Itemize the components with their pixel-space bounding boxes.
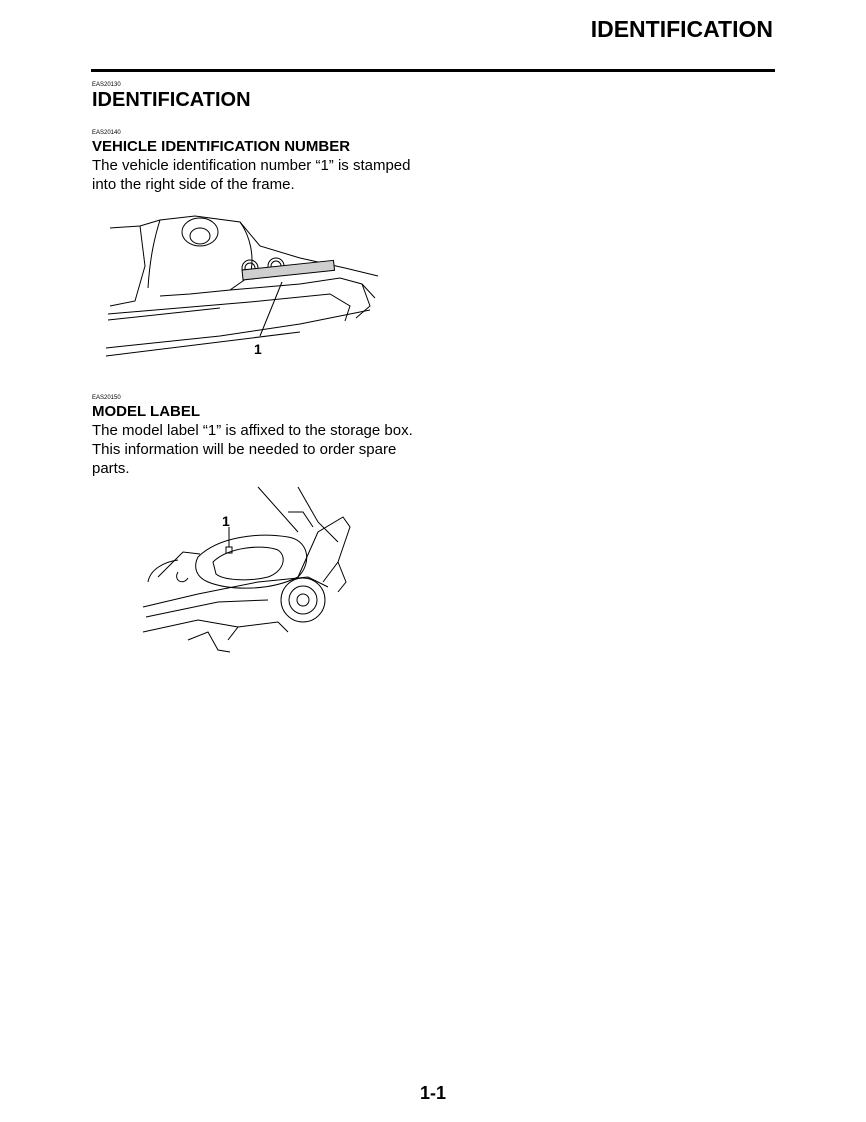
vin-text-line: The vehicle identification number “1” is stamped: [92, 157, 411, 174]
section-title: IDENTIFICATION: [92, 89, 251, 111]
frame-vin-illustration: [100, 206, 390, 366]
model-label-text-line: parts.: [92, 460, 130, 477]
vin-heading: VEHICLE IDENTIFICATION NUMBER: [92, 138, 351, 155]
model-label-code: EAS20150: [92, 395, 121, 401]
vin-text: [92, 156, 422, 194]
vin-code: EAS20140: [92, 130, 121, 136]
section-code: EAS20130: [92, 82, 121, 88]
page-number: 1-1: [419, 1083, 446, 1103]
vin-callout-number: 1: [254, 341, 262, 357]
header-rule: [91, 69, 775, 72]
model-label-text-line: The model label “1” is affixed to the storage box.: [92, 422, 413, 439]
storage-box-illustration: [138, 482, 368, 657]
vin-text-line: into the right side of the frame.: [92, 176, 295, 193]
model-label-heading: MODEL LABEL: [92, 403, 201, 420]
model-label-text-line: This information will be needed to order spare: [92, 441, 397, 458]
model-label-text: [92, 421, 432, 478]
model-callout-number: 1: [222, 513, 230, 529]
running-header: IDENTIFICATION: [590, 16, 773, 42]
